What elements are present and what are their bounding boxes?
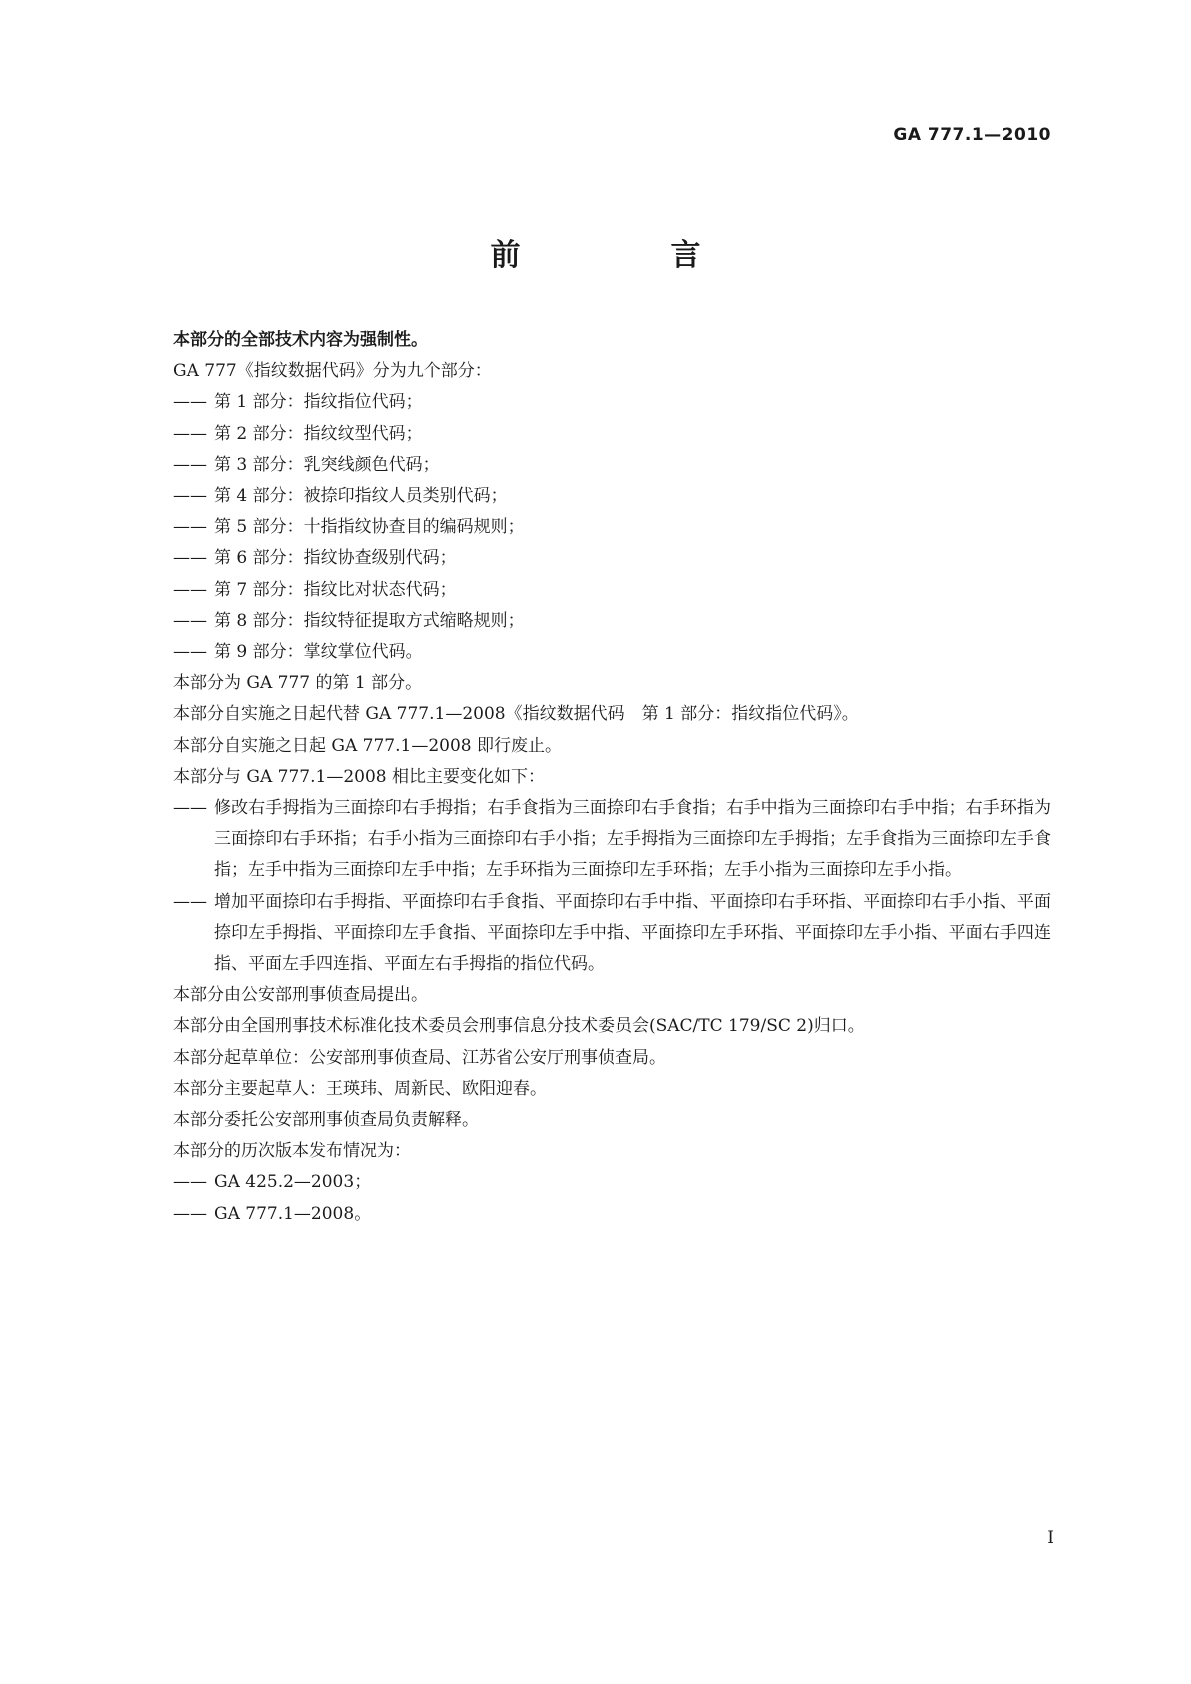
statement: 本部分起草单位：公安部刑事侦查局、江苏省公安厅刑事侦查局。 bbox=[173, 1047, 666, 1068]
statement: 本部分由全国刑事技术标准化技术委员会刑事信息分技术委员会(SAC/TC 179/SC 2)归口。 bbox=[173, 1016, 865, 1037]
part-item: 第 8 部分：指纹特征提取方式缩略规则； bbox=[214, 610, 525, 631]
statement: 本部分自实施之日起 GA 777.1—2008 即行废止。 bbox=[173, 735, 562, 756]
list-item bbox=[173, 387, 1051, 418]
history-item bbox=[173, 1167, 1051, 1198]
dash-mark: —— bbox=[173, 454, 207, 475]
history-version: GA 777.1—2008。 bbox=[214, 1203, 372, 1224]
dash-mark: —— bbox=[173, 610, 207, 631]
dash-mark: —— bbox=[173, 798, 207, 819]
statement: 本部分的历次版本发布情况为： bbox=[173, 1141, 411, 1162]
history-item bbox=[173, 1199, 1051, 1230]
part-item: 第 1 部分：指纹指位代码； bbox=[214, 392, 423, 413]
dash-mark: —— bbox=[173, 392, 207, 413]
part-item: 第 6 部分：指纹协查级别代码； bbox=[214, 548, 457, 569]
standard-code: GA 777.1—2010 bbox=[893, 125, 1051, 145]
part-item: 第 3 部分：乳突线颜色代码； bbox=[214, 454, 440, 475]
dash-mark: —— bbox=[173, 423, 207, 444]
history-version: GA 425.2—2003； bbox=[214, 1172, 372, 1193]
dash-mark: —— bbox=[173, 642, 207, 663]
parts-intro: GA 777《指纹数据代码》分为九个部分： bbox=[173, 361, 492, 382]
list-item bbox=[173, 543, 1051, 574]
part-item: 第 9 部分：掌纹掌位代码。 bbox=[214, 642, 423, 663]
statement: 本部分为 GA 777 的第 1 部分。 bbox=[173, 673, 423, 694]
dash-mark: —— bbox=[173, 548, 207, 569]
dash-mark: —— bbox=[173, 517, 207, 538]
list-item bbox=[173, 637, 1051, 668]
dash-mark: —— bbox=[173, 579, 207, 600]
list-item bbox=[173, 575, 1051, 606]
part-item: 第 4 部分：被捺印指纹人员类别代码； bbox=[214, 486, 508, 507]
list-item bbox=[173, 481, 1051, 512]
list-item bbox=[173, 606, 1051, 637]
page-number: I bbox=[1047, 1528, 1054, 1548]
foreword-body bbox=[173, 325, 1051, 1230]
dash-mark: —— bbox=[173, 486, 207, 507]
statement: 本部分自实施之日起代替 GA 777.1—2008《指纹数据代码 第 1 部分：指纹指位代码》。 bbox=[173, 704, 859, 725]
part-item: 第 5 部分：十指指纹协查目的编码规则； bbox=[214, 517, 525, 538]
mandatory-statement: 本部分的全部技术内容为强制性。 bbox=[173, 330, 428, 350]
list-item bbox=[173, 450, 1051, 481]
statement: 本部分主要起草人：王瑛玮、周新民、欧阳迎春。 bbox=[173, 1078, 547, 1099]
change-item bbox=[173, 887, 1051, 981]
change-text: 修改右手拇指为三面捺印右手拇指；右手食指为三面捺印右手食指；右手中指为三面捺印右手中指；右手环指为三面捺印右手环指；右手小指为三面捺印右手小指；左手拇指为三面捺印左手拇指；左手食指为三面捺印左手食指；左手中指为三面捺印左手中指；左手环指为三面捺印左手环指；左手小指为三面捺印左手小指。 bbox=[214, 798, 1051, 881]
statement: 本部分由公安部刑事侦查局提出。 bbox=[173, 985, 428, 1006]
part-item: 第 7 部分：指纹比对状态代码； bbox=[214, 579, 457, 600]
statement: 本部分与 GA 777.1—2008 相比主要变化如下： bbox=[173, 766, 545, 787]
change-text: 增加平面捺印右手拇指、平面捺印右手食指、平面捺印右手中指、平面捺印右手环指、平面捺印右手小指、平面捺印左手拇指、平面捺印左手食指、平面捺印左手中指、平面捺印左手环指、平面捺印左手小指、平面右手四连指、平面左手四连指、平面左右手拇指的指位代码。 bbox=[214, 891, 1051, 975]
list-item bbox=[173, 419, 1051, 450]
change-item bbox=[173, 793, 1051, 887]
statement: 本部分委托公安部刑事侦查局负责解释。 bbox=[173, 1110, 479, 1131]
page-title: 前 言 bbox=[490, 238, 761, 273]
part-item: 第 2 部分：指纹纹型代码； bbox=[214, 423, 423, 444]
dash-mark: —— bbox=[173, 891, 207, 912]
dash-mark: —— bbox=[173, 1203, 207, 1224]
list-item bbox=[173, 512, 1051, 543]
dash-mark: —— bbox=[173, 1172, 207, 1193]
